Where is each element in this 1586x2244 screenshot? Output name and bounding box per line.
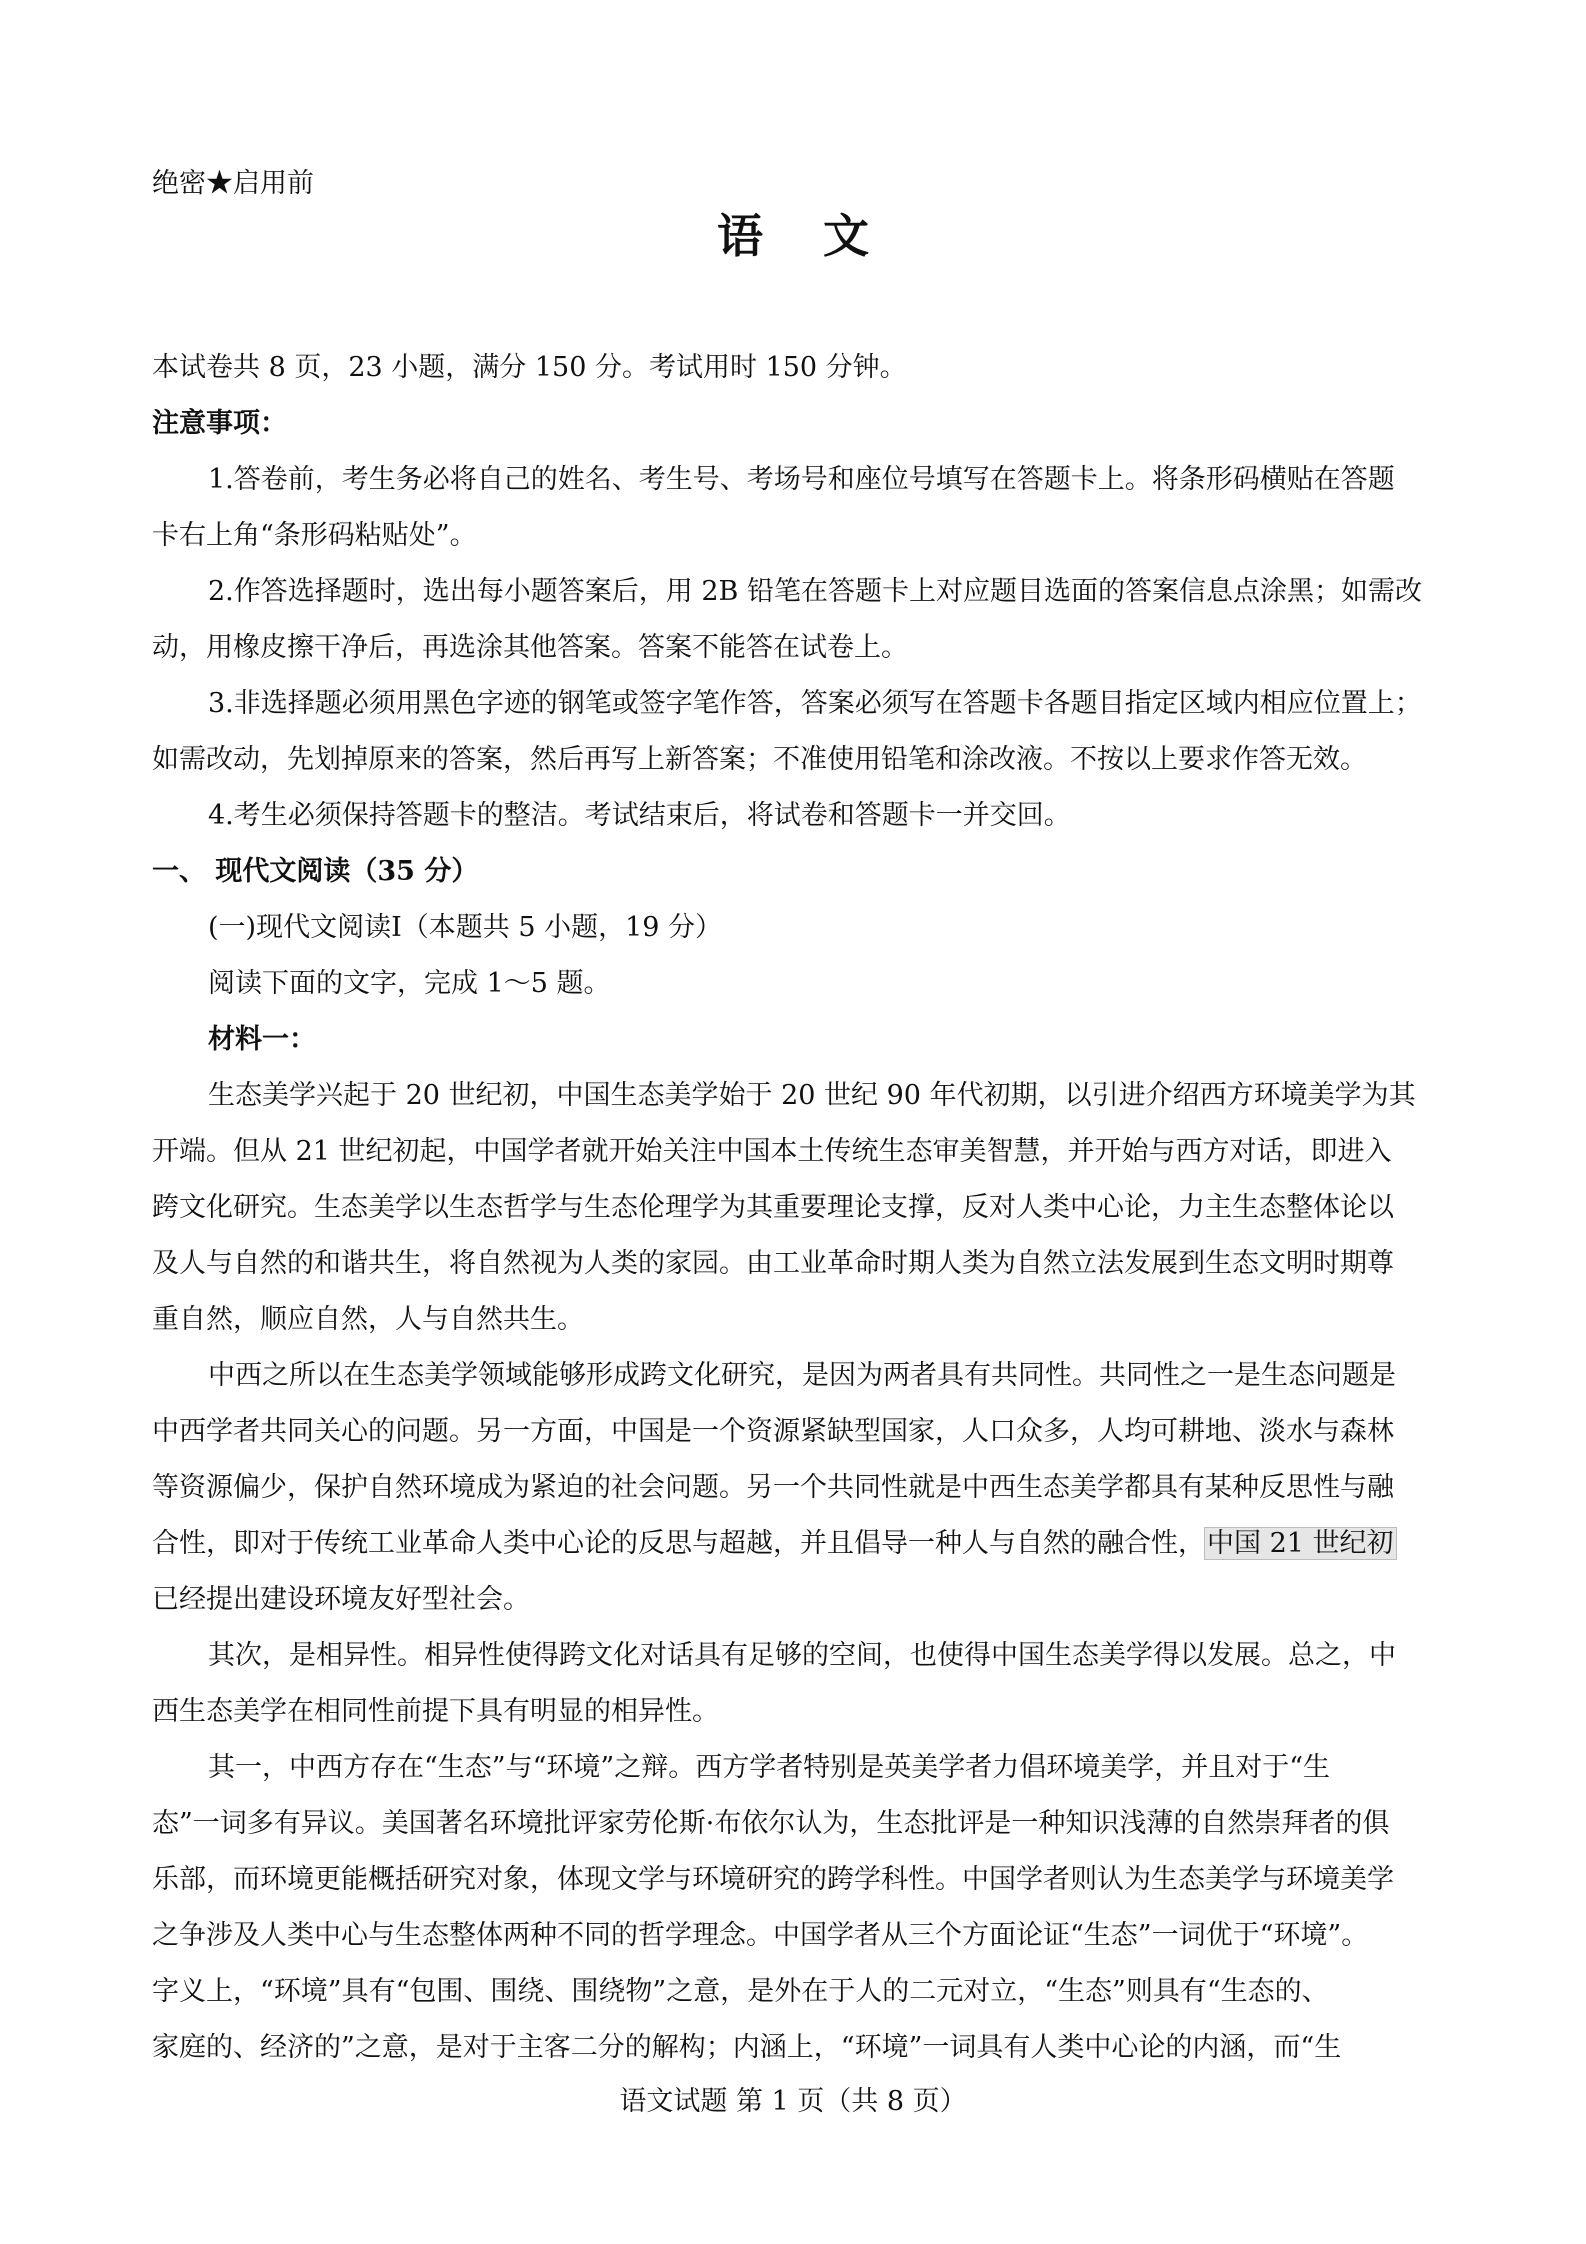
passage-p2-line-4 xyxy=(152,1526,1396,1562)
passage-p1-line-3: 跨文化研究。生态美学以生态哲学与生态伦理学为其重要理论支撑，反对人类中心论，力主生态整体论以 xyxy=(152,1192,1394,1223)
notes-heading: 注意事项： xyxy=(152,408,287,439)
material-label: 材料一： xyxy=(208,1024,316,1055)
note-1-line-2: 卡右上角“条形码粘贴处”。 xyxy=(152,520,477,551)
note-3-line-1: 3.非选择题必须用黑色字迹的钢笔或签字笔作答，答案必须写在答题卡各题目指定区域内相应位置上； xyxy=(208,688,1422,719)
passage-p2-line-2: 中西学者共同关心的问题。另一方面，中国是一个资源紧缺型国家，人口众多，人均可耕地、淡水与森林 xyxy=(152,1416,1394,1447)
note-4-line-1: 4.考生必须保持答题卡的整洁。考试结束后，将试卷和答题卡一并交回。 xyxy=(208,800,1071,831)
reading-instruction: 阅读下面的文字，完成 1～5 题。 xyxy=(208,968,611,999)
sub-section-heading: (一)现代文阅读Ⅰ（本题共 5 小题，19 分） xyxy=(208,912,723,943)
passage-p4-line-2: 态”一词多有异议。美国著名环境批评家劳伦斯·布依尔认为，生态批评是一种知识浅薄的自然崇拜者的俱 xyxy=(152,1808,1390,1839)
note-1-line-1: 1.答卷前，考生务必将自己的姓名、考生号、考场号和座位号填写在答题卡上。将条形码横贴在答题 xyxy=(208,464,1395,495)
secret-label: 绝密★启用前 xyxy=(152,168,314,199)
passage-p2-line-3: 等资源偏少，保护自然环境成为紧迫的社会问题。另一个共同性就是中西生态美学都具有某种反思性与融 xyxy=(152,1472,1394,1503)
title-char-2: 文 xyxy=(823,209,869,263)
passage-p4-line-4: 之争涉及人类中心与生态整体两种不同的哲学理念。中国学者从三个方面论证“生态”一词优于“环境”。 xyxy=(152,1920,1369,1951)
intro-text: 本试卷共 8 页，23 小题，满分 150 分。考试用时 150 分钟。 xyxy=(152,352,907,383)
section-heading: 一、 现代文阅读（35 分） xyxy=(152,856,479,887)
passage-p1-line-4: 及人与自然的和谐共生，将自然视为人类的家园。由工业革命时期人类为自然立法发展到生态文明时期尊 xyxy=(152,1248,1394,1279)
passage-p1-line-1: 生态美学兴起于 20 世纪初，中国生态美学始于 20 世纪 90 年代初期，以引进介绍西方环境美学为其 xyxy=(208,1080,1416,1111)
passage-p1-line-2: 开端。但从 21 世纪初起，中国学者就开始关注中国本土传统生态审美智慧，并开始与西方对话，即进入 xyxy=(152,1136,1392,1167)
passage-p4-line-6: 家庭的、经济的”之意，是对于主客二分的解构；内涵上，“环境”一词具有人类中心论的内涵，而“生 xyxy=(152,2032,1342,2063)
note-2-line-1: 2.作答选择题时，选出每小题答案后，用 2B 铅笔在答题卡上对应题目选面的答案信息点涂黑；如需改 xyxy=(208,576,1422,607)
passage-p4-line-5: 字义上，“环境”具有“包围、围绕、围绕物”之意，是外在于人的二元对立，“生态”则具有“生态的、 xyxy=(152,1976,1329,2007)
passage-p2-line-5: 已经提出建设环境友好型社会。 xyxy=(152,1584,530,1615)
page-footer: 语文试题 第 1 页（共 8 页） xyxy=(619,2086,967,2117)
note-2-line-2: 动，用橡皮擦干净后，再选涂其他答案。答案不能答在试卷上。 xyxy=(152,632,908,663)
passage-p1-line-5: 重自然，顺应自然，人与自然共生。 xyxy=(152,1304,584,1335)
passage-p2-line-1: 中西之所以在生态美学领域能够形成跨文化研究，是因为两者具有共同性。共同性之一是生态问题是 xyxy=(208,1360,1396,1391)
passage-p4-line-3: 乐部，而环境更能概括研究对象，体现文学与环境研究的跨学科性。中国学者则认为生态美学与环境美学 xyxy=(152,1864,1394,1895)
note-3-line-2: 如需改动，先划掉原来的答案，然后再写上新答案；不准使用铅笔和涂改液。不按以上要求作答无效。 xyxy=(152,744,1367,775)
title-char-1: 语 xyxy=(717,209,763,263)
page-title xyxy=(0,206,1586,266)
passage-p3-line-1: 其次，是相异性。相异性使得跨文化对话具有足够的空间，也使得中国生态美学得以发展。总之，中 xyxy=(208,1640,1396,1671)
highlighted-phrase: 中国 21 世纪初 xyxy=(1207,1528,1394,1559)
passage-p3-line-2: 西生态美学在相同性前提下具有明显的相异性。 xyxy=(152,1696,719,1727)
passage-p4-line-1: 其一，中西方存在“生态”与“环境”之辩。西方学者特别是英美学者力倡环境美学，并且对于“生 xyxy=(208,1752,1331,1783)
passage-p2-line-4-text: 合性，即对于传统工业革命人类中心论的反思与超越，并且倡导一种人与自然的融合性， xyxy=(152,1528,1205,1559)
